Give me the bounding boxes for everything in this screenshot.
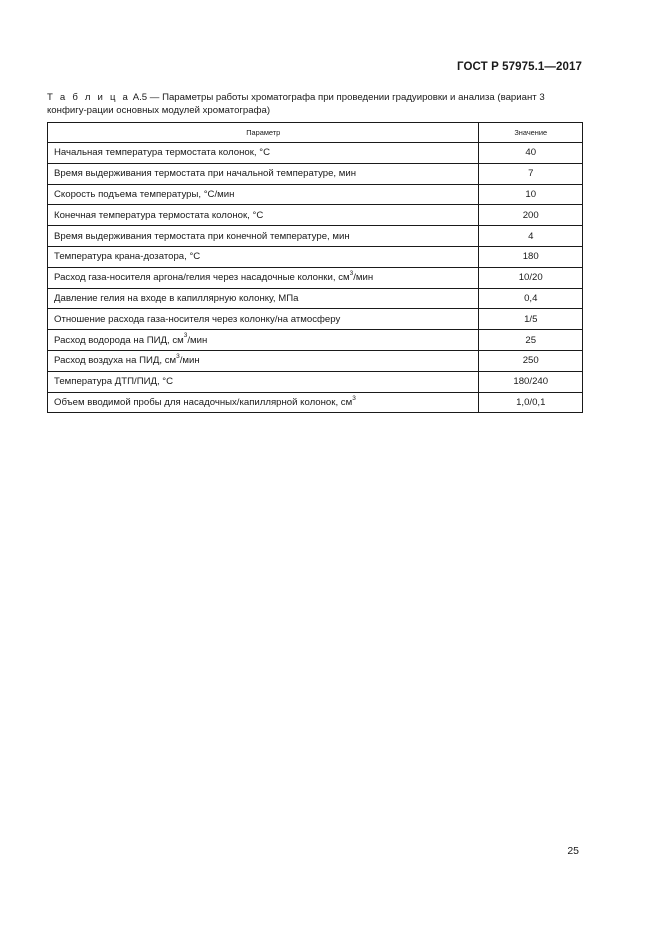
table-body (48, 143, 583, 413)
parameter-text: Конечная температура термостата колонок, °С (54, 209, 264, 221)
table-row (48, 392, 583, 413)
table-row (48, 205, 583, 226)
parameter-text: Расход воздуха на ПИД, см (54, 355, 177, 367)
table-row (48, 309, 583, 330)
parameter-cell (48, 309, 479, 330)
parameter-text: Расход газа-носителя аргона/гелия через насадочные колонки, см (54, 272, 350, 284)
parameter-cell (48, 184, 479, 205)
value-cell: 10/20 (479, 267, 583, 288)
value-cell: 40 (479, 143, 583, 164)
parameter-cell (48, 205, 479, 226)
table-row (48, 288, 583, 309)
table-caption-prefix: Т а б л и ц а (47, 92, 131, 103)
parameter-text: Давление гелия на входе в капиллярную колонку, МПа (54, 292, 299, 304)
value-cell: 180/240 (479, 371, 583, 392)
parameter-cell (48, 350, 479, 371)
parameter-text: Отношение расхода газа-носителя через колонку/на атмосферу (54, 313, 341, 325)
parameter-text: Время выдерживания термостата при начальной температуре, мин (54, 168, 357, 180)
page-number: 25 (567, 845, 579, 857)
column-header-parameter: Параметр (48, 123, 479, 143)
parameter-text: Объем вводимой пробы для насадочных/капиллярной колонок, см (54, 396, 353, 408)
column-header-value: Значение (479, 123, 583, 143)
table-caption-text: А.5 — Параметры работы хроматографа при проведении градуировки и анализа (вариант 3 конфигу-рации основных модулей хроматографа) (47, 92, 545, 116)
parameter-superscript: 3 (349, 269, 354, 277)
parameter-superscript: 3 (183, 332, 188, 340)
parameter-cell (48, 163, 479, 184)
value-cell: 10 (479, 184, 583, 205)
parameter-cell (48, 267, 479, 288)
parameter-cell (48, 226, 479, 247)
parameter-cell (48, 392, 479, 413)
table-row (48, 143, 583, 164)
parameter-cell (48, 143, 479, 164)
value-cell: 1,0/0,1 (479, 392, 583, 413)
table-row (48, 184, 583, 205)
parameter-cell (48, 288, 479, 309)
value-cell: 250 (479, 350, 583, 371)
parameter-text: Температура крана-дозатора, °С (54, 251, 201, 263)
table-row (48, 246, 583, 267)
parameter-superscript: 3 (176, 353, 180, 361)
value-cell: 25 (479, 330, 583, 351)
table-header-row (48, 123, 583, 143)
parameter-text: Начальная температура термостата колонок, °С (54, 147, 270, 159)
parameter-superscript: 3 (352, 394, 356, 402)
table-row (48, 350, 583, 371)
value-cell: 0,4 (479, 288, 583, 309)
parameter-cell (48, 246, 479, 267)
parameter-text: Расход водорода на ПИД, см (54, 334, 184, 346)
parameter-cell (48, 371, 479, 392)
table-row (48, 267, 583, 288)
table-row (48, 163, 583, 184)
value-cell: 7 (479, 163, 583, 184)
value-cell: 1/5 (479, 309, 583, 330)
parameters-table (47, 122, 583, 413)
parameter-unit-suffix: /мин (187, 334, 208, 346)
parameter-text: Скорость подъема температуры, °С/мин (54, 188, 235, 200)
parameter-cell (48, 330, 479, 351)
parameter-text: Время выдерживания термостата при конечной температуре, мин (54, 230, 350, 242)
table-caption (47, 92, 585, 117)
value-cell: 4 (479, 226, 583, 247)
table-row (48, 371, 583, 392)
parameter-unit-suffix: /мин (353, 272, 374, 284)
parameter-unit-suffix: /мин (179, 355, 200, 367)
table-row (48, 226, 583, 247)
table-row (48, 330, 583, 351)
value-cell: 180 (479, 246, 583, 267)
parameter-text: Температура ДТП/ПИД, °С (54, 376, 174, 388)
standard-id: ГОСТ Р 57975.1—2017 (457, 61, 582, 73)
value-cell: 200 (479, 205, 583, 226)
